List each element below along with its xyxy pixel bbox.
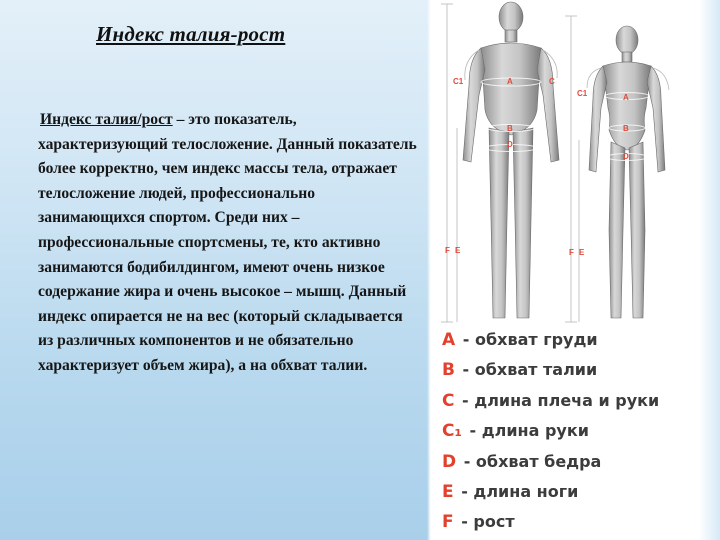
female-marker-e: E — [579, 248, 585, 257]
legend-item — [442, 325, 659, 355]
definition-paragraph — [38, 108, 418, 379]
legend-letter: E — [442, 481, 454, 502]
legend-letter: A — [442, 330, 456, 350]
male-marker-c1: C1 — [453, 77, 464, 86]
measurement-figure-panel — [433, 0, 699, 540]
legend-text: - длина руки — [463, 421, 589, 441]
legend-item — [442, 477, 659, 507]
male-marker-b: B — [507, 124, 513, 133]
legend-letter: C — [442, 390, 455, 411]
male-figure — [463, 2, 559, 318]
female-marker-c1: C1 — [577, 89, 588, 98]
right-edge-strip — [699, 0, 720, 540]
female-figure — [589, 26, 665, 318]
legend-letter: C₁ — [442, 421, 462, 442]
legend-item — [442, 447, 659, 477]
legend-text: - обхват груди — [457, 330, 598, 349]
legend-item — [442, 386, 659, 416]
male-marker-f: F — [445, 246, 450, 255]
female-marker-a: A — [623, 93, 629, 102]
male-marker-a: A — [507, 77, 513, 86]
legend-item — [442, 507, 659, 537]
legend-letter: B — [442, 360, 455, 381]
male-marker-e: E — [455, 246, 461, 255]
measurement-legend — [442, 325, 659, 538]
legend-item — [442, 416, 659, 446]
legend-letter: D — [442, 451, 457, 472]
legend-text: - длина ноги — [455, 481, 579, 501]
female-marker-d: D — [623, 152, 629, 161]
index-term: Индекс талия/рост — [40, 111, 173, 128]
legend-text: - длина плеча и руки — [456, 390, 660, 410]
legend-text: - рост — [455, 512, 515, 532]
legend-item — [442, 355, 659, 385]
legend-text: - обхват бедра — [458, 451, 602, 471]
legend-letter: F — [442, 512, 454, 533]
body-figures-illustration — [433, 0, 699, 330]
legend-text: - обхват талии — [456, 360, 598, 380]
male-marker-c: C — [549, 77, 555, 86]
slide-title: Индекс талия-рост — [96, 22, 286, 46]
definition-text: – это показатель, характеризующий телосложение. Данный показатель более корректно, чем индекс массы тела, отражает телосложение людей, профессионально занимающихся спортом. Среди них – профессиональные спортсмены, те, кто активно занимаются бодибилдингом, имеют очень низкое содержание жира и очень высокое – мышц. Данный индекс опирается не на вес (который складывается из различных компонентов и не обязательно характеризует объем жира), а на обхват талии. — [38, 111, 417, 374]
female-marker-f: F — [569, 248, 574, 257]
female-marker-b: B — [623, 124, 629, 133]
male-marker-d: D — [507, 140, 513, 149]
